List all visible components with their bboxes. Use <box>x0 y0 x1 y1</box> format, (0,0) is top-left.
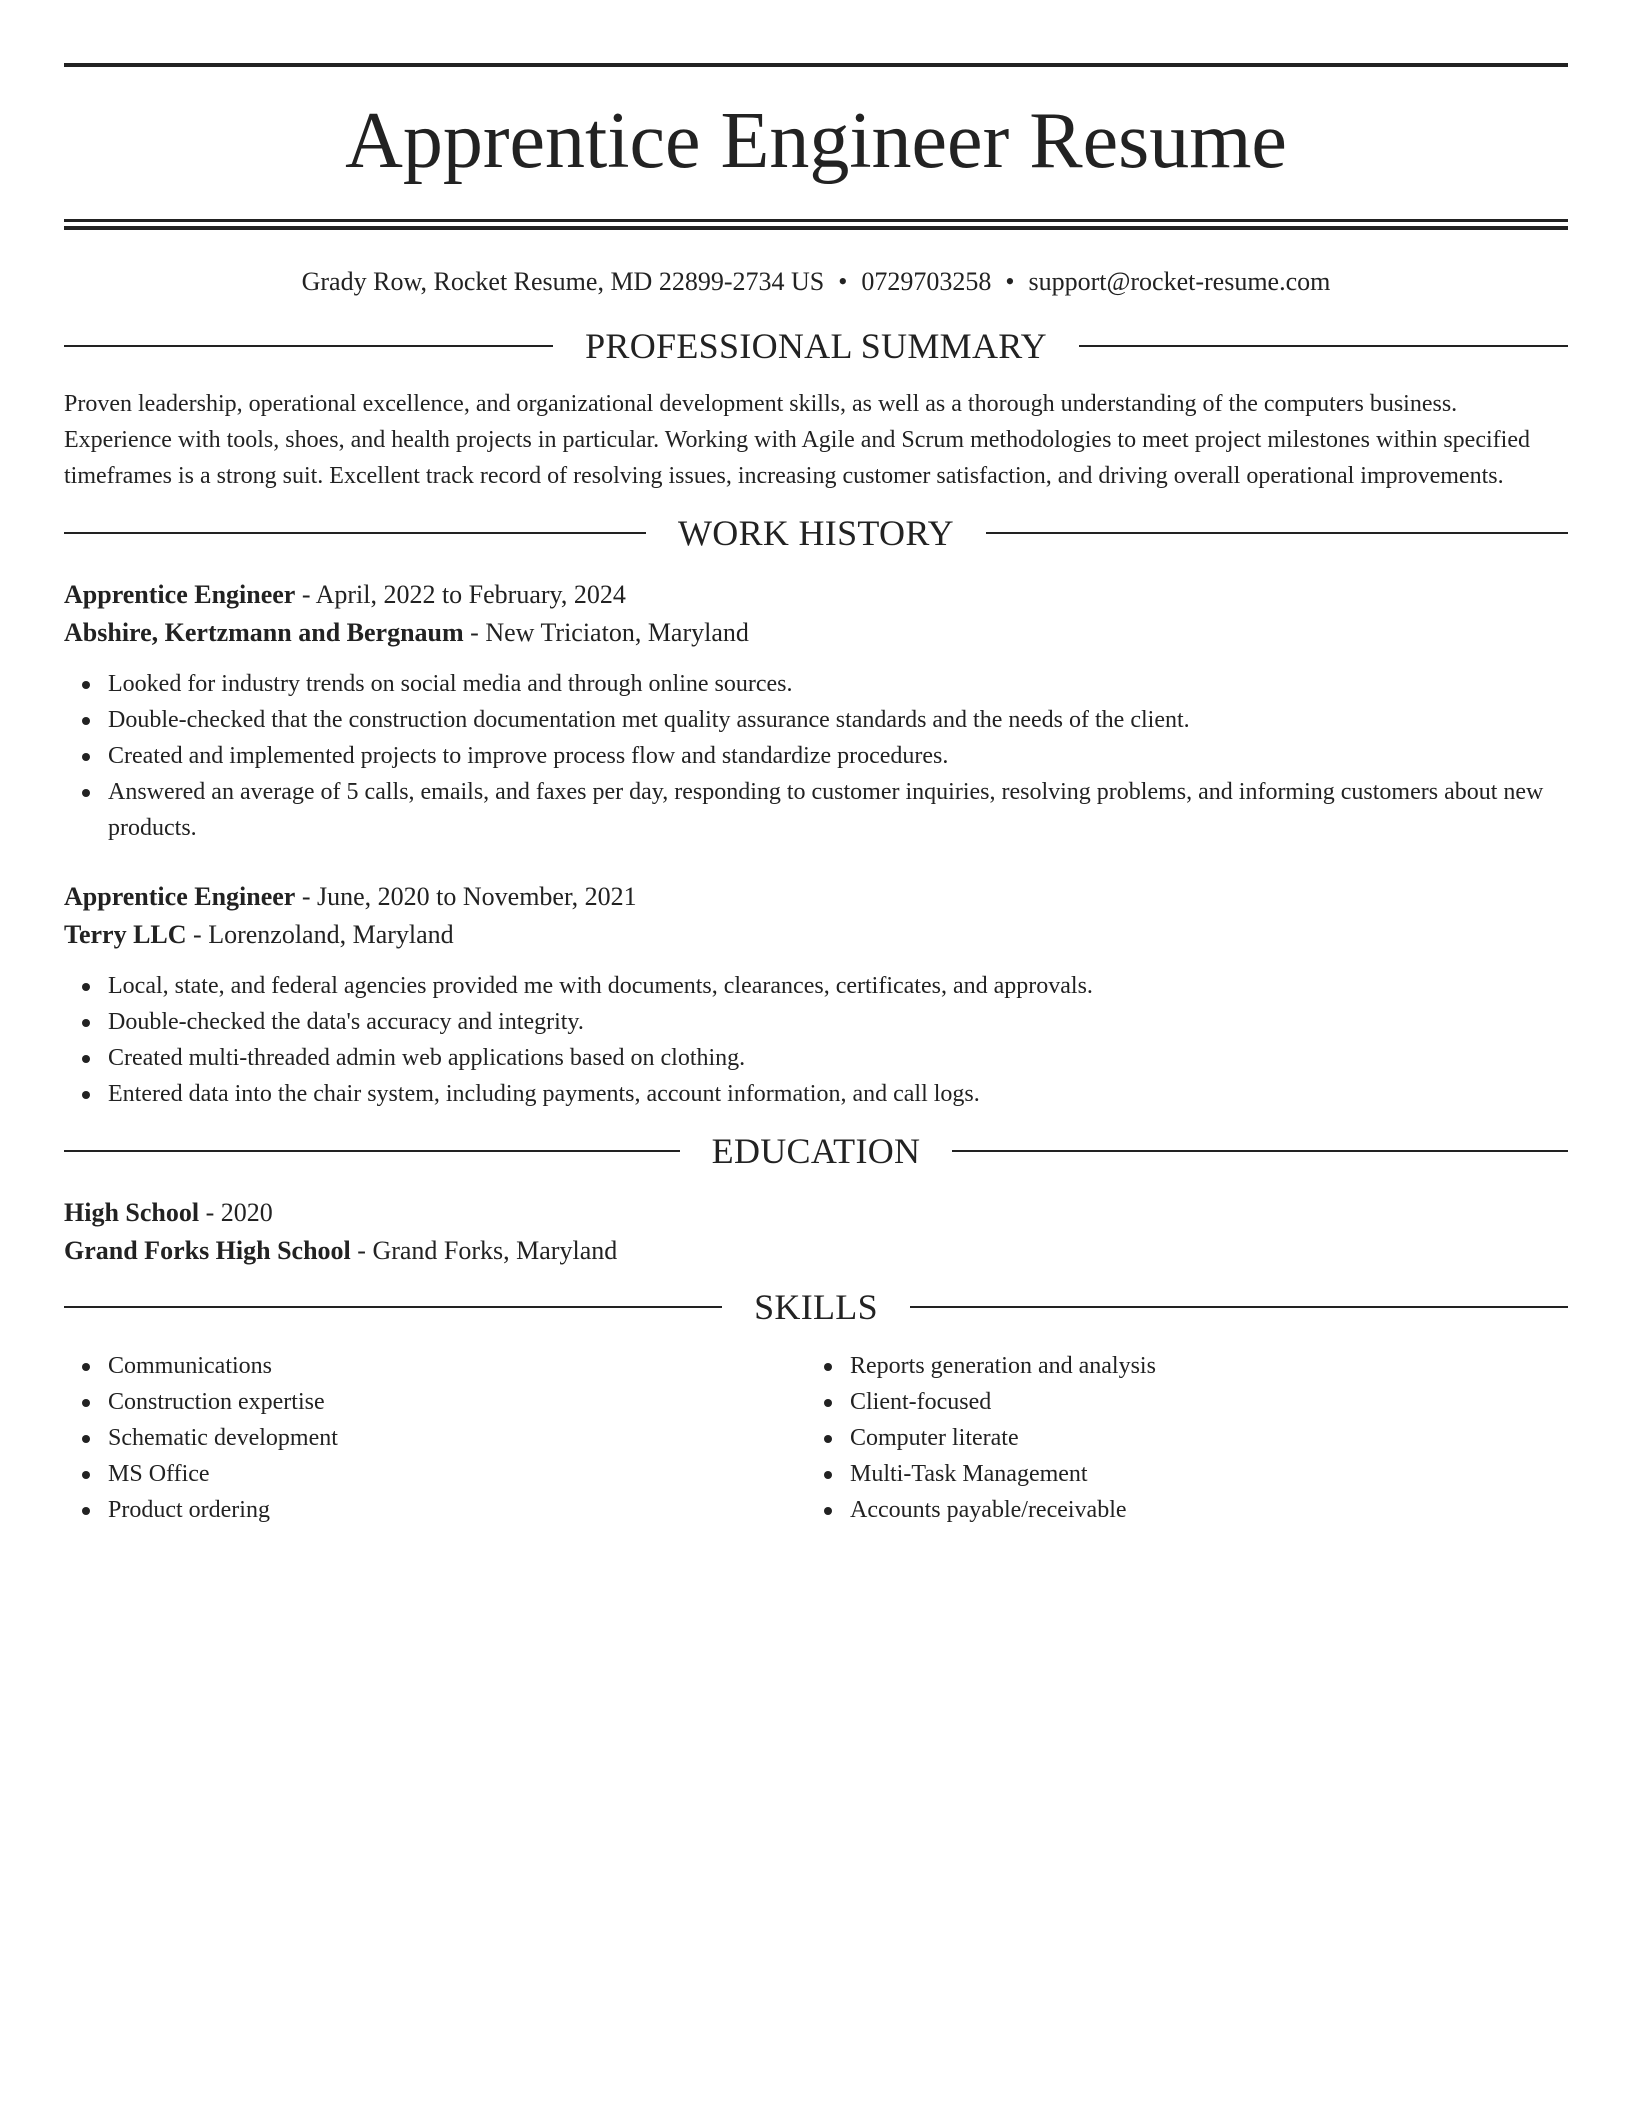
skills-grid <box>64 1348 1568 1528</box>
heading-rule <box>64 532 646 534</box>
contact-separator: • <box>1005 267 1015 296</box>
job-dates: - April, 2022 to February, 2024 <box>295 580 626 609</box>
skill-item: Computer literate <box>806 1420 1548 1456</box>
list-item: Created and implemented projects to improve process flow and standardize procedures. <box>64 738 1568 774</box>
job-company: Terry LLC <box>64 920 187 949</box>
job-title: Apprentice Engineer <box>64 882 296 911</box>
skills-heading-label: SKILLS <box>754 1287 878 1327</box>
job-bullets <box>64 968 1568 1112</box>
job-company-line <box>64 916 1568 954</box>
heading-rule <box>64 1150 680 1152</box>
contact-email: support@rocket-resume.com <box>1028 267 1331 296</box>
skill-item: Schematic development <box>64 1420 806 1456</box>
heading-rule <box>64 345 553 347</box>
heading-rule <box>1079 345 1568 347</box>
job-bullets <box>64 666 1568 846</box>
skills-left-column <box>64 1348 806 1528</box>
skill-item: Reports generation and analysis <box>806 1348 1548 1384</box>
skill-item: Communications <box>64 1348 806 1384</box>
contact-address: Grady Row, Rocket Resume, MD 22899-2734 US <box>301 267 825 296</box>
list-item: Double-checked the data's accuracy and integrity. <box>64 1004 1568 1040</box>
title-double-rule <box>64 219 1568 230</box>
job-dates: - June, 2020 to November, 2021 <box>295 882 637 911</box>
job-title-line <box>64 576 1568 614</box>
contact-separator: • <box>838 267 848 296</box>
education-degree-line <box>64 1194 1568 1232</box>
job-entry <box>64 878 1568 1112</box>
education-school: Grand Forks High School <box>64 1236 351 1265</box>
work-history-heading-label: WORK HISTORY <box>678 513 954 553</box>
list-item: Looked for industry trends on social media and through online sources. <box>64 666 1568 702</box>
skill-item: Multi-Task Management <box>806 1456 1548 1492</box>
summary-heading <box>64 325 1568 367</box>
skills-heading <box>64 1286 1568 1328</box>
skills-right-column <box>806 1348 1548 1528</box>
skill-item: MS Office <box>64 1456 806 1492</box>
education-school-line <box>64 1232 1568 1270</box>
list-item: Created multi-threaded admin web applications based on clothing. <box>64 1040 1568 1076</box>
education-year: - 2020 <box>199 1198 273 1227</box>
job-title: Apprentice Engineer <box>64 580 296 609</box>
list-item: Double-checked that the construction documentation met quality assurance standards and the needs of the client. <box>64 702 1568 738</box>
heading-rule <box>64 1306 722 1308</box>
top-rule <box>64 63 1568 67</box>
list-item: Answered an average of 5 calls, emails, and faxes per day, responding to customer inquiries, resolving problems, and informing customers about new products. <box>64 774 1568 846</box>
contact-phone: 0729703258 <box>861 267 992 296</box>
job-entry <box>64 576 1568 846</box>
resume-title: Apprentice Engineer Resume <box>345 97 1287 185</box>
skill-item: Client-focused <box>806 1384 1548 1420</box>
job-location: - New Triciaton, Maryland <box>463 618 749 647</box>
heading-rule <box>986 532 1568 534</box>
job-company: Abshire, Kertzmann and Bergnaum <box>64 618 464 647</box>
heading-rule <box>910 1306 1568 1308</box>
education-location: - Grand Forks, Maryland <box>350 1236 618 1265</box>
job-company-line <box>64 614 1568 652</box>
education-heading <box>64 1130 1568 1172</box>
summary-heading-label: PROFESSIONAL SUMMARY <box>585 326 1047 366</box>
work-history-heading <box>64 512 1568 554</box>
skill-item: Accounts payable/receivable <box>806 1492 1548 1528</box>
education-degree: High School <box>64 1198 200 1227</box>
summary-text: Proven leadership, operational excellence, and organizational development skills, as well as a thorough understanding of the computers business. Experience with tools, shoes, and health projects in particular. Working with Agile and Scrum methodologies to meet project milestones within specified timeframes is a strong suit. Excellent track record of resolving issues, increasing customer satisfaction, and driving overall operational improvements. <box>64 391 1530 489</box>
job-title-line <box>64 878 1568 916</box>
skill-item: Product ordering <box>64 1492 806 1528</box>
education-heading-label: EDUCATION <box>711 1131 921 1171</box>
list-item: Local, state, and federal agencies provided me with documents, clearances, certificates, and approvals. <box>64 968 1568 1004</box>
education-entry <box>64 1194 1568 1270</box>
job-location: - Lorenzoland, Maryland <box>186 920 454 949</box>
list-item: Entered data into the chair system, including payments, account information, and call logs. <box>64 1076 1568 1112</box>
heading-rule <box>952 1150 1568 1152</box>
skill-item: Construction expertise <box>64 1384 806 1420</box>
contact-line <box>64 267 1568 297</box>
